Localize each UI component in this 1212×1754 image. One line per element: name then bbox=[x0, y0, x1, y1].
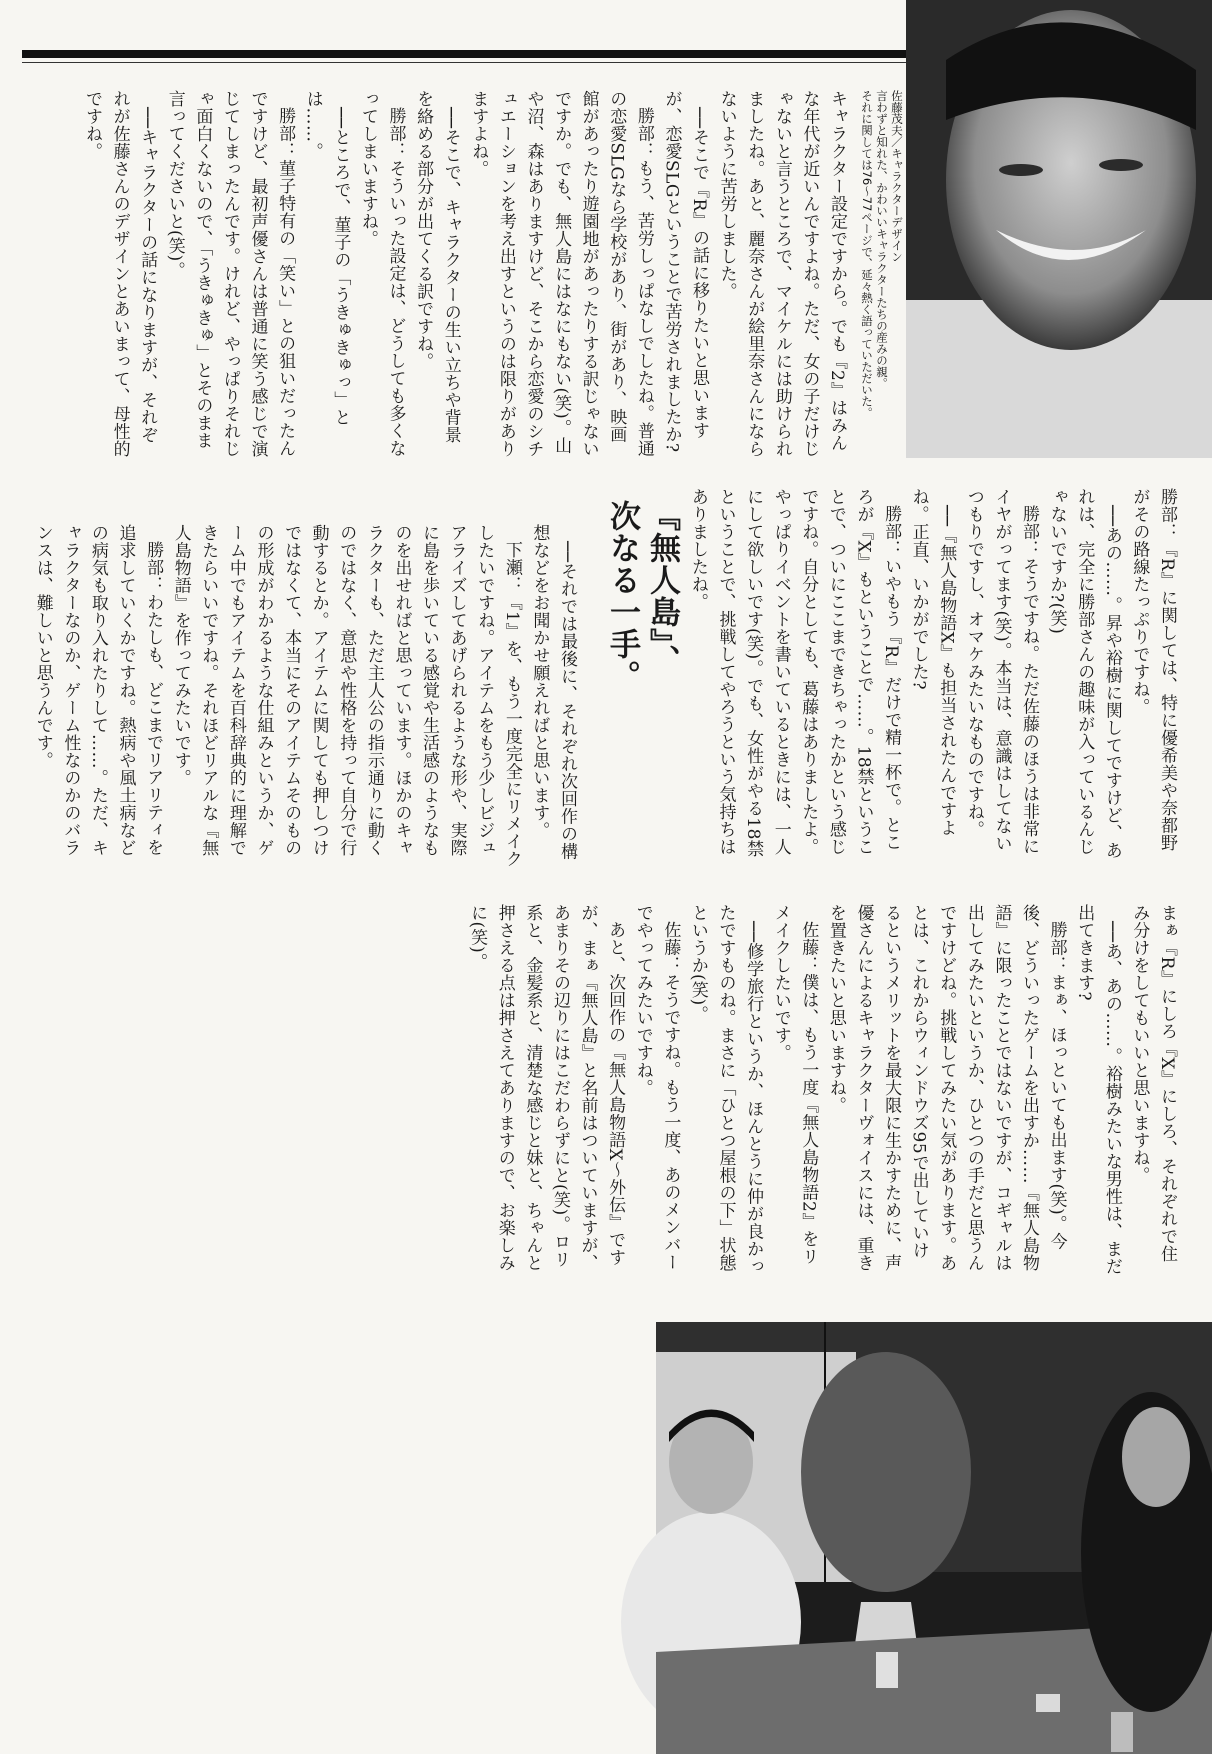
paragraph: 勝部：菫子特有の「笑い」との狙いだったんですけど、最初声優さんは普通に笑う感じで演じてしまったんです。けれど、やっぱりそれじゃ面白くないので、「うきゅきゅ」とそのまま言ってくださいと(笑)。 bbox=[164, 90, 296, 458]
article-block-mid-left bbox=[32, 524, 580, 868]
paragraph: ──それでは最後に、それぞれ次回作の構想などをお聞かせ願えればと思います。 bbox=[529, 524, 577, 860]
paragraph: 勝部：そうですね。ただ佐藤のほうは非常にイヤがってます(笑)。本当は、意識はしてないつもりですし、オマケみたいなものですね。 bbox=[963, 488, 1040, 855]
paragraph: ──『無人島物語X』も担当されたんですよね。正直、いかがでした? bbox=[908, 488, 957, 837]
section-headline bbox=[586, 500, 682, 800]
paragraph: まぁ『R』にしろ『X』にしろ、それぞれで住み分けをしてもいいと思いますね。 bbox=[1129, 904, 1177, 1263]
paragraph: 勝部：まぁ、ほっといても出ます(笑)。今後、どういったゲームを出すか……『無人島物語』に限ったことではないですが、コギャルは出してみたいというか、ひとつの手だと思うんですけどね。挑戦してみたい気があります。あとは、これからウィンドウズ95で出していけるというメリットを最大限に生かすために、声優さんによるキャラクターヴォイスには、重きを置きたいと思いますね。 bbox=[825, 904, 1067, 1272]
headline-line: 『無人島』、 bbox=[644, 500, 680, 677]
paragraph: 佐藤：そうですね。もう一度、あのメンバーでやってみたいですね。 bbox=[632, 904, 681, 1271]
paragraph: 勝部：わたしも、どこまでリアリティを追求していくかですね。熱病や風土病などの病気も取り入れたりして……。ただ、キャラクターなのか、ゲーム性なのかのバランスは、難しいと思うんです。 bbox=[32, 524, 164, 857]
paragraph: ──そこで『R』の話に移りたいと思いますが、恋愛SLGということで苦労されましたか? bbox=[661, 90, 710, 453]
photo-caption bbox=[856, 90, 904, 460]
paragraph: ──あ、あの……。裕樹みたいな男性は、まだ出てきます? bbox=[1074, 904, 1122, 1275]
paragraph: 下瀬：『1』を、もう一度完全にリメイクしたいですね。アイテムをもう少しビジュアライズしてあげられるような形や、実際に島を歩いている感覚や生活感のようなものを出せればと思っています。ほかのキャラクターも、ただ主人公の指示通りに動くのではなく、意思や性格を持って自分で行動するとか。アイテムに関しても押しつけではなくて、本当にそのアイテムそのものの形成がわかるような仕組みというか、ゲーム中でもアイテムを百科辞典的に理解できたらいいですね。それほどリアルな『無人島物語』を作ってみたいです。 bbox=[170, 524, 522, 868]
paragraph: ──ところで、菫子の「うきゅきゅっ」とは……。 bbox=[302, 90, 351, 426]
article-block-top-left bbox=[81, 90, 850, 460]
article-block-lower-right bbox=[468, 904, 1180, 1276]
article-block-mid-right bbox=[680, 488, 1180, 868]
caption-line: 言わずと知れた、かわいいキャラクターたちの産みの親。 bbox=[875, 90, 889, 389]
paragraph: キャラクター設定ですから。でも『2』はみんな年代が近いんですよね。ただ、女の子だけじゃないと言うところで、マイケルには助けられましたね。あと、麗奈さんが絵里奈さんにならないように苦労しました。 bbox=[716, 90, 847, 458]
portrait-photo bbox=[906, 0, 1212, 458]
headline-line: 次なる一手。 bbox=[604, 500, 640, 692]
header-rule bbox=[22, 50, 912, 58]
paragraph: ──キャラクターの話になりますが、それぞれが佐藤さんのデザインとあいまって、母性的ですね。 bbox=[81, 90, 158, 458]
paragraph: あと、次回作の『無人島物語X～外伝』ですが、まぁ『無人島』と名前はついていますが、あまりその辺りにはこだわらずにと(笑)。ロリ系と、金髪系と、清楚な感じと妹と、ちゃんと押さえる点は押さえてありますので、お楽しみに(笑)。 bbox=[467, 904, 626, 1272]
paragraph: ──あの……。昇や裕樹に関してですけど、あれは、完全に勝部さんの趣味が入っているんじゃないですか?(笑) bbox=[1046, 488, 1122, 859]
caption-name: 佐藤茂夫／キャラクターデザイン bbox=[890, 90, 904, 263]
paragraph: 勝部：『R』に関しては、特に優希美や奈都野がその路線たっぷりですね。 bbox=[1129, 488, 1177, 852]
paragraph: 勝部：そういった設定は、どうしても多くなってしまいますね。 bbox=[357, 90, 406, 457]
meeting-photo bbox=[656, 1322, 1212, 1754]
paragraph: 佐藤：僕は、もう一度『無人島物語2』をリメイクしたいです。 bbox=[770, 904, 819, 1265]
paragraph: ──そこで、キャラクターの生い立ちや背景を絡める部分が出てくる訳ですね。 bbox=[413, 90, 461, 444]
caption-line: それに関しては76～77ページで、延々熱く語っていただいた。 bbox=[860, 90, 874, 419]
header-rule-thin bbox=[22, 62, 912, 63]
paragraph: 勝部：いやもう『R』だけで精一杯で。ところが『X』もということで……。18禁ということで、ついにここまできちゃったかという感じですね。自分としても、葛藤はありましたよ。やっぱりイベントを書いているときには、一人にして欲しいです(笑)。でも、女性がやる18禁ということで、挑戦してやろうという気持ちはありましたね。 bbox=[687, 488, 902, 858]
paragraph: 勝部：もう、苦労しっぱなしでしたね。普通の恋愛SLGなら学校があり、街があり、映画館があったり遊園地があったりする訳じゃないですか。でも、無人島にはなにもない(笑)。山や沼、森はありますけど、そこから恋愛のシチュエーションを考え出すというのは限りがありますよね。 bbox=[468, 90, 654, 458]
paragraph: ──修学旅行というか、ほんとうに仲が良かったですものね。まさに「ひとつ屋根の下」状態というか(笑)。 bbox=[687, 904, 764, 1275]
